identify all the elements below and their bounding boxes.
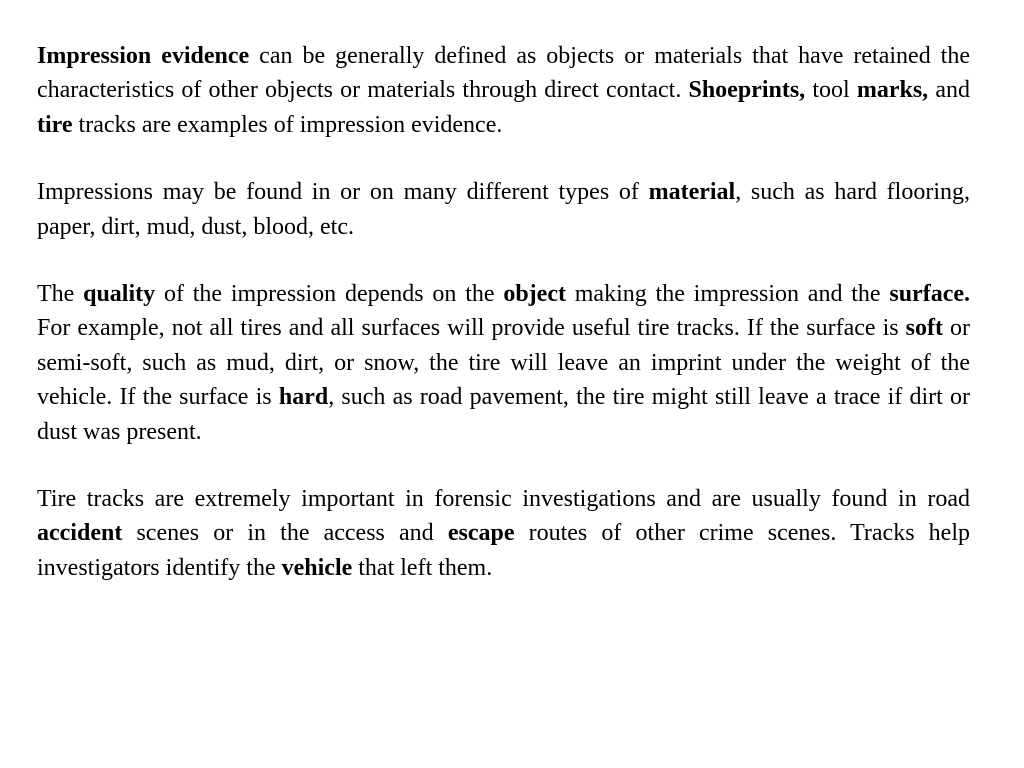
term-quality: quality (83, 281, 156, 308)
term-soft: soft (905, 315, 943, 342)
text-span: or semi-soft, such as mud, dirt, or snow, the tire will leave an imprint under the weight of the vehicle. If the surface is (37, 315, 970, 411)
text-span: Tire tracks are extremely important in forensic investigations and are usually found in road (37, 486, 970, 513)
text-span: making the impression and the (565, 281, 890, 308)
term-material: material (648, 179, 736, 206)
text-span: that left them. (352, 554, 493, 581)
text-span: of the impression depends on the (155, 281, 504, 308)
text-span: routes of other crime scenes. Tracks help investigators identify the (37, 520, 970, 581)
text-span: Impressions may be found in or on many different types of (37, 179, 649, 206)
text-span: can be generally defined as objects or materials that have retained the characteristics of other objects or materials through direct contact. (37, 43, 971, 104)
term-escape: escape (447, 520, 515, 547)
term-object: object (503, 281, 566, 308)
text-span: tool (805, 77, 857, 104)
text-span: scenes or in the access and (122, 520, 448, 547)
paragraph-impression-quality (37, 277, 970, 449)
term-hard: hard (278, 384, 329, 411)
term-shoeprints: Shoeprints, (688, 77, 806, 104)
document-body (37, 39, 970, 618)
text-span: For example, not all tires and all surfaces will provide useful tire tracks. If the surface is (37, 315, 906, 342)
text-span: and (928, 77, 970, 104)
term-accident: accident (37, 520, 123, 547)
term-surface: surface. (889, 281, 970, 308)
text-span: , such as hard flooring, paper, dirt, mud, dust, blood, etc. (37, 179, 970, 240)
text-span: tracks are examples of impression evidence. (72, 111, 503, 138)
text-span: The (37, 281, 84, 308)
term-impression-evidence: Impression evidence (37, 43, 250, 69)
paragraph-impression-materials (37, 175, 970, 244)
term-marks: marks, (856, 77, 929, 104)
term-tire: tire (37, 111, 73, 138)
paragraph-tire-tracks (37, 482, 970, 585)
term-vehicle: vehicle (281, 554, 353, 581)
text-span: , such as road pavement, the tire might still leave a trace if dirt or dust was present. (37, 384, 970, 445)
paragraph-impression-evidence-definition (37, 39, 970, 142)
